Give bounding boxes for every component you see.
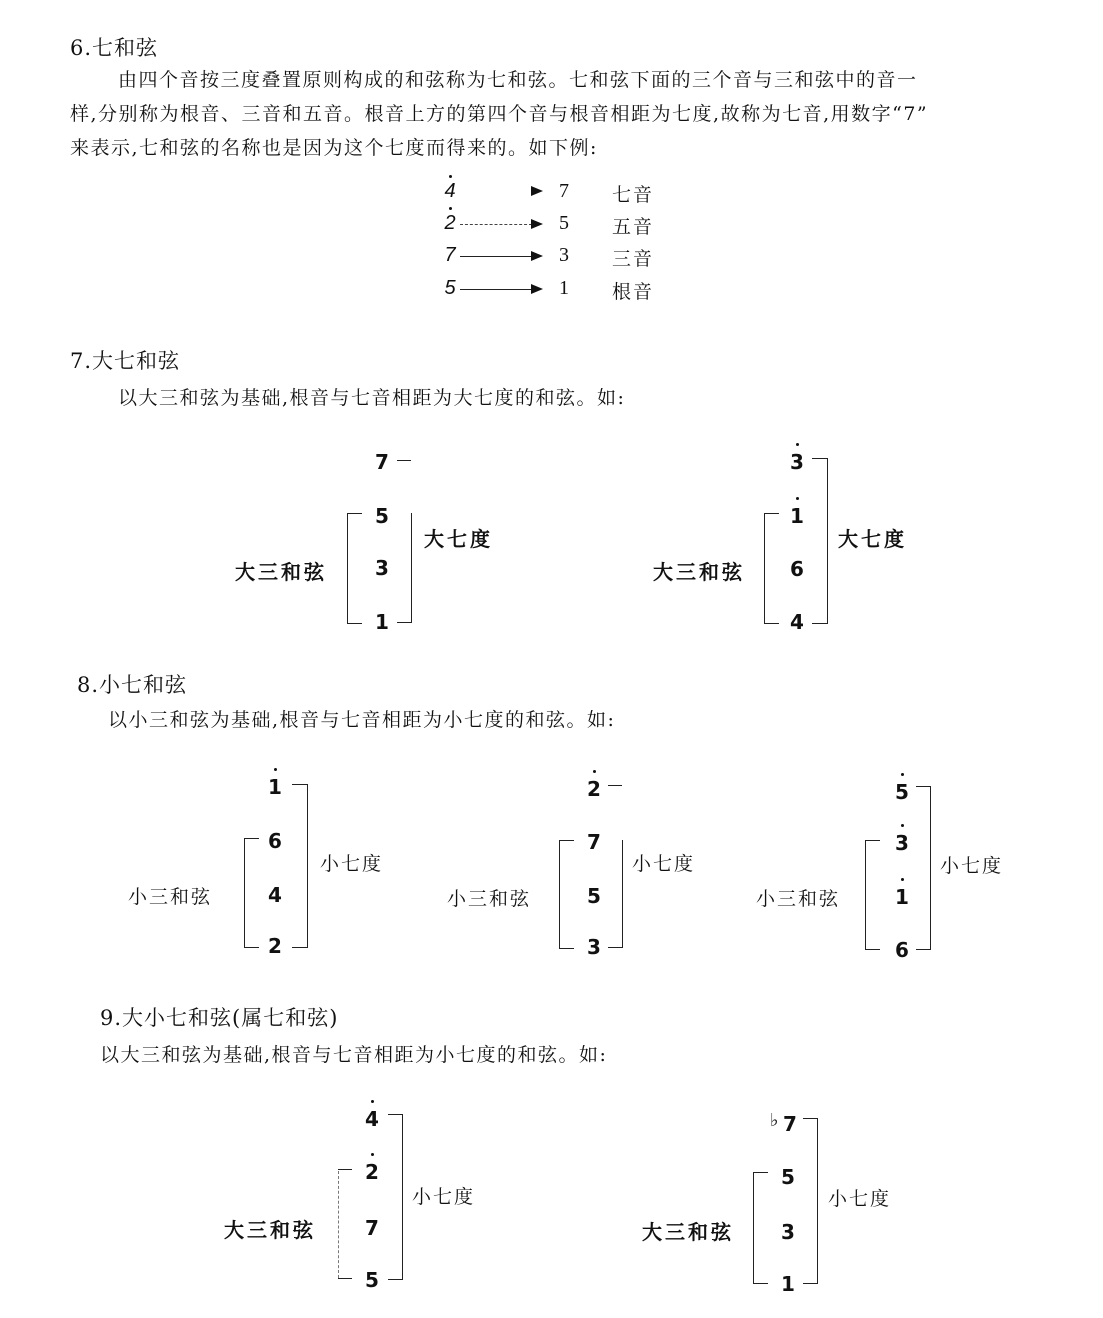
arrow-icon (531, 219, 543, 229)
chord-note: 7 (587, 830, 601, 854)
arrow-icon (531, 186, 543, 196)
chord-note: 2 (360, 1160, 384, 1184)
triad-label: 大三和弦 (224, 1218, 316, 1242)
chord-note: 7 (783, 1112, 797, 1136)
bracket-tick (397, 460, 411, 461)
bracket-tick (338, 1169, 352, 1170)
interval-bracket (608, 840, 623, 948)
triad-label: 大三和弦 (235, 560, 327, 584)
interval-label: 小七度 (632, 853, 696, 875)
diagram-tone-name-2: 五音 (612, 216, 655, 238)
diagram-to-note-2: 5 (559, 212, 569, 234)
interval-bracket (916, 786, 931, 950)
section-8-heading: 8.小七和弦 (77, 673, 188, 697)
chord-note: 7 (365, 1216, 379, 1240)
section-6-line-1: 由四个音按三度叠置原则构成的和弦称为七和弦。七和弦下面的三个音与三和弦中的音一 (118, 69, 918, 91)
section-9-heading: 9.大小七和弦(属七和弦) (100, 1006, 339, 1030)
chord-note: 1 (375, 610, 389, 634)
chord-note: 1 (890, 885, 914, 909)
flat-sign: ♭ (770, 1110, 779, 1131)
chord-note: 5 (375, 504, 389, 528)
triad-bracket (764, 513, 779, 624)
triad-label: 小三和弦 (128, 886, 213, 908)
chord-note: 1 (781, 1272, 795, 1296)
section-6-heading: 6.七和弦 (70, 36, 159, 60)
triad-bracket (559, 840, 574, 949)
chord-note: 5 (781, 1165, 795, 1189)
interval-bracket (397, 513, 412, 623)
arrow-icon (531, 251, 543, 261)
diagram-from-note-2: 2 (438, 212, 462, 235)
chord-note: 6 (268, 829, 282, 853)
section-9-text: 以大三和弦为基础,根音与七音相距为小七度的和弦。如: (100, 1044, 608, 1066)
chord-note: 2 (268, 934, 282, 958)
triad-label: 大三和弦 (642, 1220, 734, 1244)
chord-note: 3 (785, 450, 809, 474)
triad-bracket (347, 513, 362, 624)
bracket-tick (608, 785, 622, 786)
triad-bracket (244, 838, 259, 948)
chord-note: 4 (790, 610, 804, 634)
diagram-to-note-4: 1 (559, 277, 569, 299)
chord-note: 3 (890, 831, 914, 855)
interval-bracket (812, 458, 828, 624)
arrow-icon (531, 284, 543, 294)
interval-label: 小七度 (412, 1186, 476, 1208)
interval-label: 小七度 (828, 1188, 892, 1210)
section-7-text: 以大三和弦为基础,根音与七音相距为大七度的和弦。如: (118, 387, 626, 409)
chord-note: 3 (375, 556, 389, 580)
chord-note: 6 (790, 557, 804, 581)
bracket-tick (338, 1278, 352, 1279)
chord-note: 2 (582, 777, 606, 801)
chord-note: 5 (890, 780, 914, 804)
chord-note: 4 (268, 883, 282, 907)
triad-bracket (753, 1172, 768, 1284)
section-7-heading: 7.大七和弦 (70, 349, 181, 373)
interval-label: 大七度 (424, 527, 493, 551)
interval-bracket (388, 1114, 403, 1280)
chord-note: 7 (375, 450, 389, 474)
dashed-line (460, 224, 532, 225)
chord-note: 6 (895, 938, 909, 962)
triad-label: 小三和弦 (447, 888, 532, 910)
chord-note: 1 (263, 775, 287, 799)
section-8-text: 以小三和弦为基础,根音与七音相距为小七度的和弦。如: (108, 709, 616, 731)
triad-bracket (865, 840, 880, 950)
triad-label: 小三和弦 (756, 888, 841, 910)
chord-note: 5 (587, 884, 601, 908)
interval-bracket (803, 1118, 818, 1284)
diagram-tone-name-3: 三音 (612, 248, 655, 270)
diagram-from-note-1: 4 (438, 180, 462, 203)
interval-label: 小七度 (320, 853, 384, 875)
chord-note: 4 (360, 1107, 384, 1131)
chord-note: 3 (587, 935, 601, 959)
diagram-tone-name-1: 七音 (612, 184, 655, 206)
interval-bracket (292, 784, 308, 948)
section-6-line-3: 来表示,七和弦的名称也是因为这个七度而得来的。如下例: (70, 137, 598, 159)
diagram-tone-name-4: 根音 (612, 281, 655, 303)
solid-line (460, 289, 532, 290)
diagram-to-note-3: 3 (559, 244, 569, 266)
section-6-line-2: 样,分别称为根音、三音和五音。根音上方的第四个音与根音相距为七度,故称为七音,用数字“7” (70, 103, 929, 125)
solid-line (460, 256, 532, 257)
interval-label: 大七度 (838, 527, 907, 551)
interval-label: 小七度 (940, 855, 1004, 877)
chord-note: 3 (781, 1220, 795, 1244)
chord-note: 1 (785, 504, 809, 528)
triad-label: 大三和弦 (653, 560, 745, 584)
diagram-from-note-3: 7 (444, 244, 456, 266)
diagram-from-note-4: 5 (444, 277, 456, 299)
triad-bracket (338, 1171, 339, 1278)
chord-note: 5 (365, 1268, 379, 1292)
diagram-to-note-1: 7 (559, 180, 569, 202)
